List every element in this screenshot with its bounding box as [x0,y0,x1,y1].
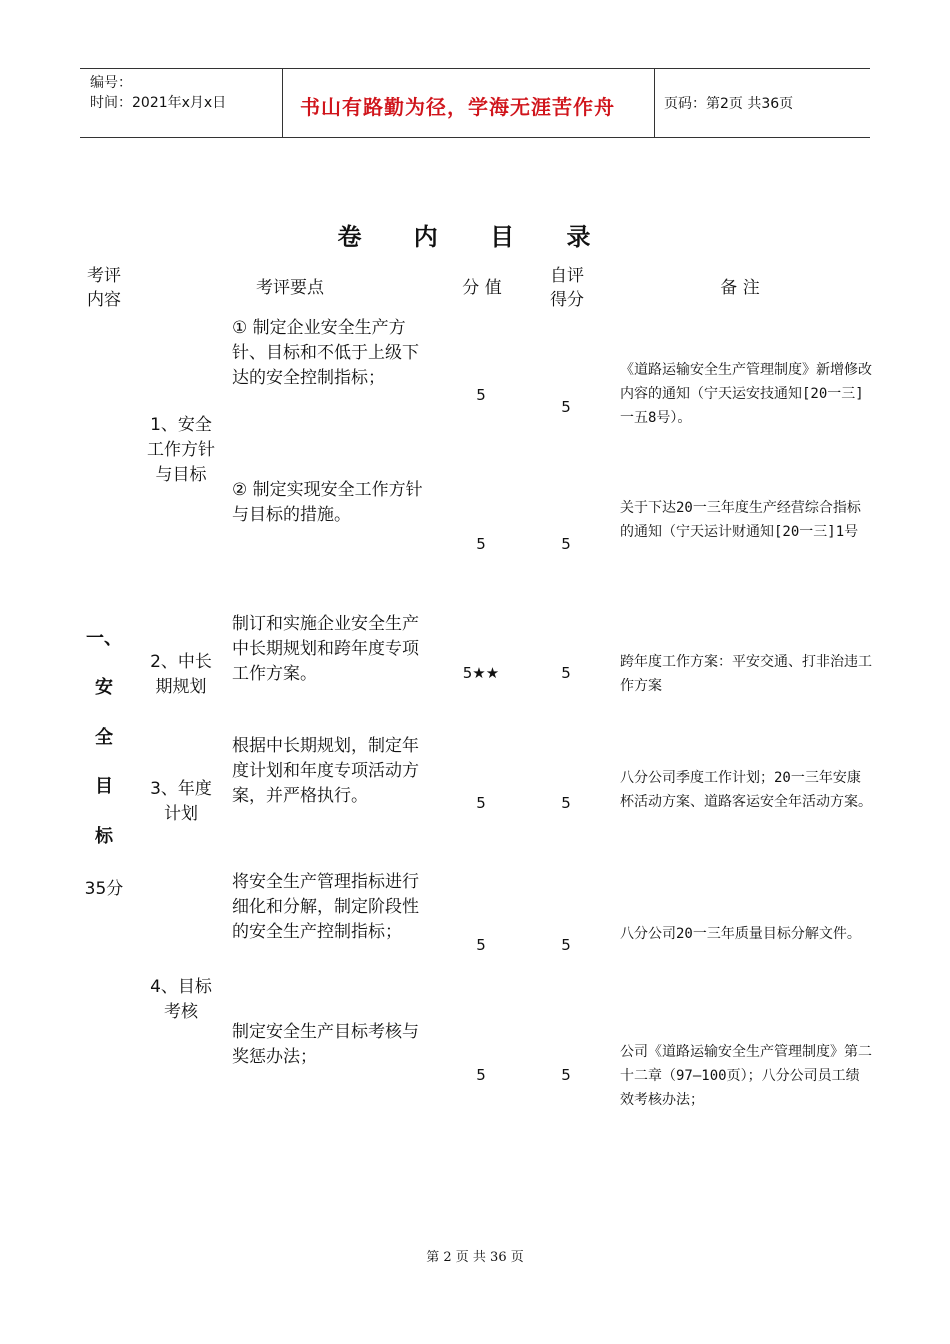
score-value: 5★★ [462,664,500,682]
column-header-content: 考评内容 [87,266,121,310]
note-text: 公司《道路运输安全生产管理制度》第二十二章（97—100页）；八分公司员工绩效考核办法； [620,1044,872,1108]
self-score-value: 5 [561,664,571,682]
self-score-value: 5 [561,398,571,416]
section-label: 一、 [86,628,122,649]
column-header-points: 考评要点 [256,278,324,298]
section-label: 目 [95,776,113,797]
note-text: 《道路运输安全生产管理制度》新增修改内容的通知（宁天运安技通知[20一三]一五8号）。 [620,362,872,426]
evaluation-point: 制订和实施企业安全生产中长期规划和跨年度专项工作方案。 [232,614,419,684]
note-text: 八分公司20一三年质量目标分解文件。 [620,926,861,942]
header-meta [90,73,226,113]
score-value: 5 [476,1066,486,1084]
note-text: 跨年度工作方案：平安交通、打非治违工作方案 [620,654,872,694]
note-text: 关于下达20一三年度生产经营综合指标的通知（宁天运计财通知[20一三]1号 [620,500,861,540]
header-motto: 书山有路勤为径，学海无涯苦作舟 [300,95,615,119]
category-label: 3、年度计划 [150,779,212,824]
evaluation-point: 制定安全生产目标考核与奖惩办法； [232,1022,419,1067]
column-header-notes: 备 注 [720,278,760,298]
page-header [80,68,870,138]
section-label: 安 [95,677,113,698]
header-divider [282,69,283,137]
evaluation-point: 将安全生产管理指标进行细化和分解，制定阶段性的安全生产控制指标； [232,872,419,942]
self-score-value: 5 [561,936,571,954]
header-number: 编号： [90,75,132,91]
note-text: 八分公司季度工作计划；20一三年安康杯活动方案、道路客运安全年活动方案。 [620,770,872,810]
document-title: 卷 内 目 录 [337,223,613,251]
header-divider [654,69,655,137]
column-header-self-score: 自评得分 [550,266,584,310]
score-value: 5 [476,535,486,553]
section-points: 35分 [84,879,124,899]
header-page-number: 页码：第2页 共36页 [664,96,794,112]
header-date: 时间：2021年x月x日 [90,95,227,111]
score-value: 5 [476,386,486,404]
evaluation-point: ② 制定实现安全工作方针与目标的措施。 [232,480,423,525]
category-label: 1、安全工作方针与目标 [147,415,215,485]
score-value: 5 [476,936,486,954]
self-score-value: 5 [561,1066,571,1084]
section-label: 全 [95,727,113,748]
category-label: 2、中长期规划 [150,652,212,697]
self-score-value: 5 [561,535,571,553]
page-footer: 第 2 页 共 36 页 [426,1250,524,1265]
section-label: 标 [95,826,113,847]
evaluation-point: 根据中长期规划，制定年度计划和年度专项活动方案，并严格执行。 [232,736,419,806]
evaluation-point: ① 制定企业安全生产方针、目标和不低于上级下达的安全控制指标； [232,318,419,388]
category-label: 4、目标考核 [150,977,212,1022]
self-score-value: 5 [561,794,571,812]
score-value: 5 [476,794,486,812]
column-header-score: 分 值 [462,278,502,298]
